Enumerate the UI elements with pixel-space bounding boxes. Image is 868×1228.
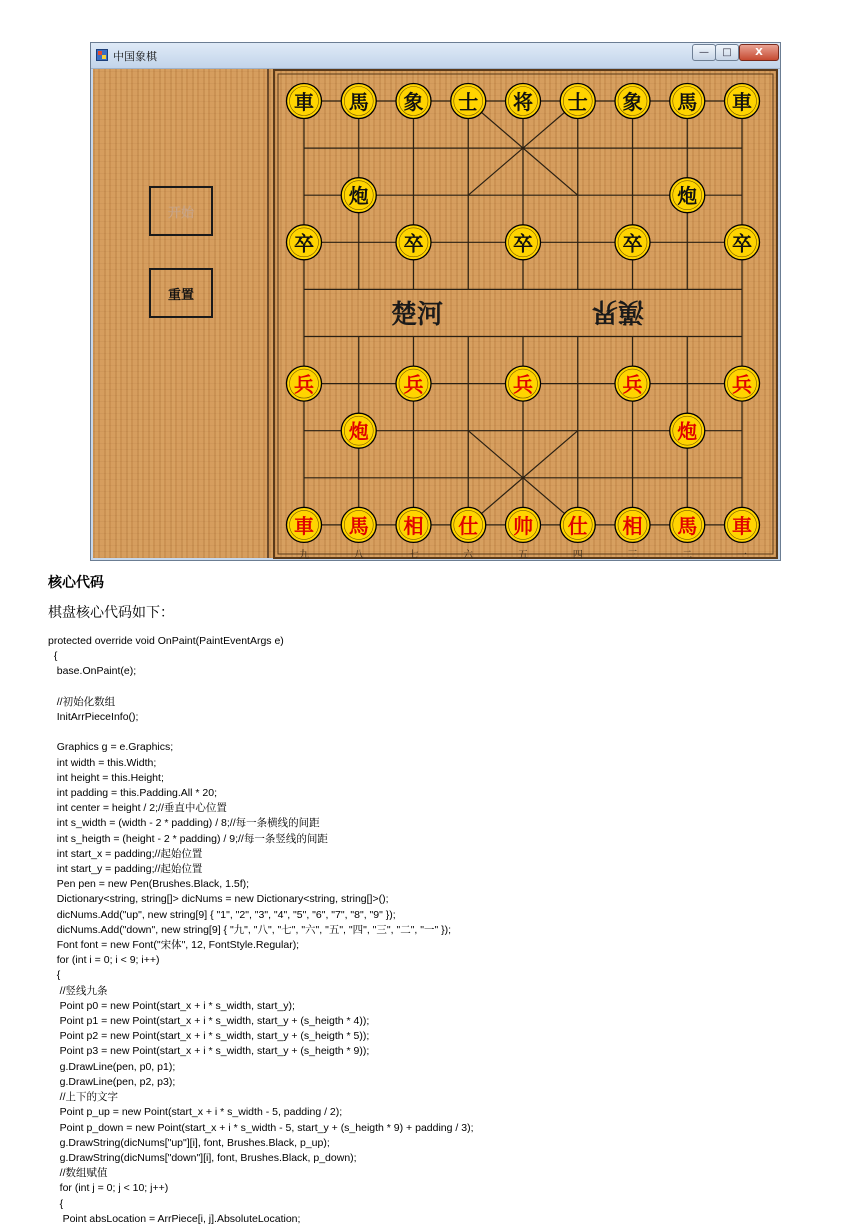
- chess-piece[interactable]: [341, 413, 376, 448]
- code-line: int start_y = padding;//起始位置: [48, 863, 203, 876]
- file-number: 三: [627, 549, 638, 559]
- code-line: {: [48, 969, 61, 982]
- piece-label: 卒: [513, 231, 533, 256]
- chess-piece[interactable]: [725, 507, 760, 542]
- chess-piece[interactable]: [615, 507, 650, 542]
- client-area: [93, 69, 778, 558]
- piece-label: 兵: [513, 372, 533, 397]
- chess-piece[interactable]: [725, 84, 760, 119]
- reset-button[interactable]: [149, 268, 213, 318]
- code-line: Pen pen = new Pen(Brushes.Black, 1.5f);: [48, 878, 250, 891]
- close-button[interactable]: [739, 44, 779, 61]
- code-line: //初始化数组: [48, 695, 116, 708]
- code-line: g.DrawLine(pen, p2, p3);: [48, 1075, 176, 1088]
- chess-piece[interactable]: [506, 225, 541, 260]
- piece-label: 士: [567, 90, 588, 114]
- piece-label: 将: [513, 90, 533, 114]
- close-icon: X: [755, 47, 763, 58]
- piece-label: 馬: [677, 90, 698, 114]
- piece-label: 炮: [677, 184, 698, 209]
- reset-button-label: 重置: [167, 287, 194, 303]
- file-number: 六: [463, 549, 474, 559]
- code-line: Dictionary<string, string[]> dicNums = new Dictionary<string, string[]>();: [48, 893, 389, 906]
- section-heading: 核心代码: [48, 575, 104, 591]
- file-number: 九: [299, 549, 309, 559]
- window-title: 中国象棋: [113, 50, 157, 63]
- chess-piece[interactable]: [341, 178, 376, 213]
- file-number: 四: [572, 549, 583, 559]
- code-line: //竖线九条: [48, 984, 108, 997]
- piece-label: 兵: [732, 372, 752, 397]
- piece-label: 仕: [567, 513, 588, 538]
- code-line: Graphics g = e.Graphics;: [48, 741, 174, 754]
- code-line: {: [48, 650, 58, 663]
- piece-label: 馬: [677, 513, 698, 538]
- piece-label: 車: [294, 90, 314, 114]
- chess-piece[interactable]: [287, 225, 322, 260]
- piece-label: 相: [622, 513, 643, 538]
- chess-piece[interactable]: [396, 225, 431, 260]
- chess-piece[interactable]: [670, 413, 705, 448]
- code-line: Point p_up = new Point(start_x + i * s_width - 5, padding / 2);: [48, 1106, 343, 1119]
- piece-label: 馬: [348, 513, 369, 538]
- river-right-label: 漢界: [591, 296, 644, 326]
- code-line: //上下的文字: [48, 1091, 119, 1104]
- code-line: dicNums.Add("up", new string[9] { "1", "2", "3", "4", "5", "6", "7", "8", "9" });: [48, 908, 396, 921]
- chess-piece[interactable]: [560, 507, 595, 542]
- board-outer-frame: [274, 70, 777, 558]
- chess-board[interactable]: [273, 69, 778, 559]
- code-line: Font font = new Font("宋体", 12, FontStyle.Regular);: [48, 939, 300, 952]
- piece-label: 馬: [348, 90, 369, 114]
- piece-label: 炮: [348, 184, 369, 209]
- file-number: 二: [682, 549, 693, 559]
- piece-label: 卒: [403, 231, 424, 256]
- piece-label: 兵: [294, 372, 314, 397]
- code-line: dicNums.Add("down", new string[9] { "九", "八", "七", "六", "五", "四", "三", "二", "一" });: [48, 923, 452, 936]
- code-line: Point p2 = new Point(start_x + i * s_width, start_y + (s_heigth * 5));: [48, 1030, 370, 1043]
- piece-label: 炮: [348, 419, 369, 444]
- code-line: int center = height / 2;//垂直中心位置: [48, 802, 227, 815]
- piece-label: 卒: [622, 231, 643, 256]
- code-line: int width = this.Width;: [48, 756, 157, 769]
- file-number: 一: [737, 549, 747, 559]
- piece-label: 車: [294, 513, 314, 538]
- code-line: Point p3 = new Point(start_x + i * s_width, start_y + (s_heigth * 9));: [48, 1045, 370, 1058]
- code-line: for (int i = 0; i < 9; i++): [48, 954, 160, 967]
- intro-text: 棋盘核心代码如下：: [48, 605, 174, 621]
- chess-piece[interactable]: [287, 366, 322, 401]
- piece-label: 象: [403, 90, 424, 114]
- file-number: 八: [353, 549, 364, 559]
- code-line: int s_heigth = (height - 2 * padding) / 9;//每一条竖线的间距: [48, 832, 328, 845]
- piece-label: 士: [458, 90, 479, 114]
- code-line: int s_width = (width - 2 * padding) / 8;//每一条横线的间距: [48, 817, 320, 830]
- piece-label: 象: [622, 90, 643, 114]
- file-number: 五: [518, 549, 528, 559]
- chess-piece[interactable]: [506, 366, 541, 401]
- piece-label: 兵: [622, 372, 643, 397]
- chess-piece[interactable]: [341, 507, 376, 542]
- maximize-icon: □: [722, 47, 732, 58]
- chess-piece[interactable]: [287, 507, 322, 542]
- start-button-label: 开始: [167, 205, 194, 221]
- piece-label: 相: [403, 513, 424, 538]
- code-line: {: [48, 1197, 64, 1210]
- code-block: [48, 634, 828, 1227]
- code-line: int padding = this.Padding.All * 20;: [48, 787, 217, 800]
- app-icon: [96, 49, 108, 61]
- piece-label: 卒: [294, 231, 314, 256]
- code-line: [48, 725, 828, 740]
- piece-label: 車: [732, 90, 752, 114]
- code-line: [48, 680, 828, 695]
- chess-piece[interactable]: [670, 507, 705, 542]
- code-line: g.DrawLine(pen, p0, p1);: [48, 1060, 176, 1073]
- code-line: int start_x = padding;//起始位置: [48, 847, 203, 860]
- code-line: base.OnPaint(e);: [48, 665, 137, 678]
- chess-piece[interactable]: [396, 507, 431, 542]
- river-left-label: 楚河: [391, 300, 444, 330]
- file-number: 七: [408, 549, 419, 559]
- code-line: int height = this.Height;: [48, 771, 164, 784]
- board-grid: [304, 101, 742, 525]
- maximize-button[interactable]: [715, 44, 739, 61]
- chess-piece[interactable]: [451, 507, 486, 542]
- start-button[interactable]: [149, 186, 213, 236]
- code-line: Point p_down = new Point(start_x + i * s_width - 5, start_y + (s_heigth * 9) + padding / 3);: [48, 1121, 474, 1134]
- minimize-icon: —: [699, 47, 709, 58]
- chess-piece[interactable]: [341, 84, 376, 119]
- code-line: g.DrawString(dicNums["down"][i], font, Brushes.Black, p_down);: [48, 1151, 357, 1164]
- piece-label: 車: [732, 513, 752, 538]
- piece-label: 炮: [677, 419, 698, 444]
- piece-label: 仕: [458, 513, 479, 538]
- chess-piece[interactable]: [615, 225, 650, 260]
- code-line: InitArrPieceInfo();: [48, 711, 139, 724]
- code-line: g.DrawString(dicNums["up"][i], font, Brushes.Black, p_up);: [48, 1136, 330, 1149]
- code-line: for (int j = 0; j < 10; j++): [48, 1182, 169, 1195]
- chess-piece[interactable]: [615, 366, 650, 401]
- code-line: Point p1 = new Point(start_x + i * s_width, start_y + (s_heigth * 4));: [48, 1015, 370, 1028]
- code-line: protected override void OnPaint(PaintEventArgs e): [48, 635, 284, 647]
- piece-label: 兵: [403, 372, 424, 397]
- panel-divider: [267, 69, 269, 558]
- chess-piece[interactable]: [560, 84, 595, 119]
- piece-label: 帅: [513, 513, 533, 538]
- chess-piece[interactable]: [725, 225, 760, 260]
- title-bar[interactable]: [91, 43, 780, 69]
- chess-piece[interactable]: [615, 84, 650, 119]
- code-line: Point p0 = new Point(start_x + i * s_width, start_y);: [48, 999, 295, 1012]
- code-line: Point absLocation = ArrPiece[i, j].AbsoluteLocation;: [48, 1212, 301, 1225]
- chess-piece[interactable]: [506, 507, 541, 542]
- chess-piece[interactable]: [670, 84, 705, 119]
- chess-piece[interactable]: [670, 178, 705, 213]
- chess-piece[interactable]: [287, 84, 322, 119]
- piece-label: 卒: [732, 231, 752, 256]
- app-window: [90, 42, 781, 561]
- chess-piece[interactable]: [396, 84, 431, 119]
- chess-piece[interactable]: [396, 366, 431, 401]
- chess-piece[interactable]: [725, 366, 760, 401]
- code-line: //数组赋值: [48, 1167, 108, 1180]
- chess-piece[interactable]: [451, 84, 486, 119]
- minimize-button[interactable]: [692, 44, 716, 61]
- chess-piece[interactable]: [506, 84, 541, 119]
